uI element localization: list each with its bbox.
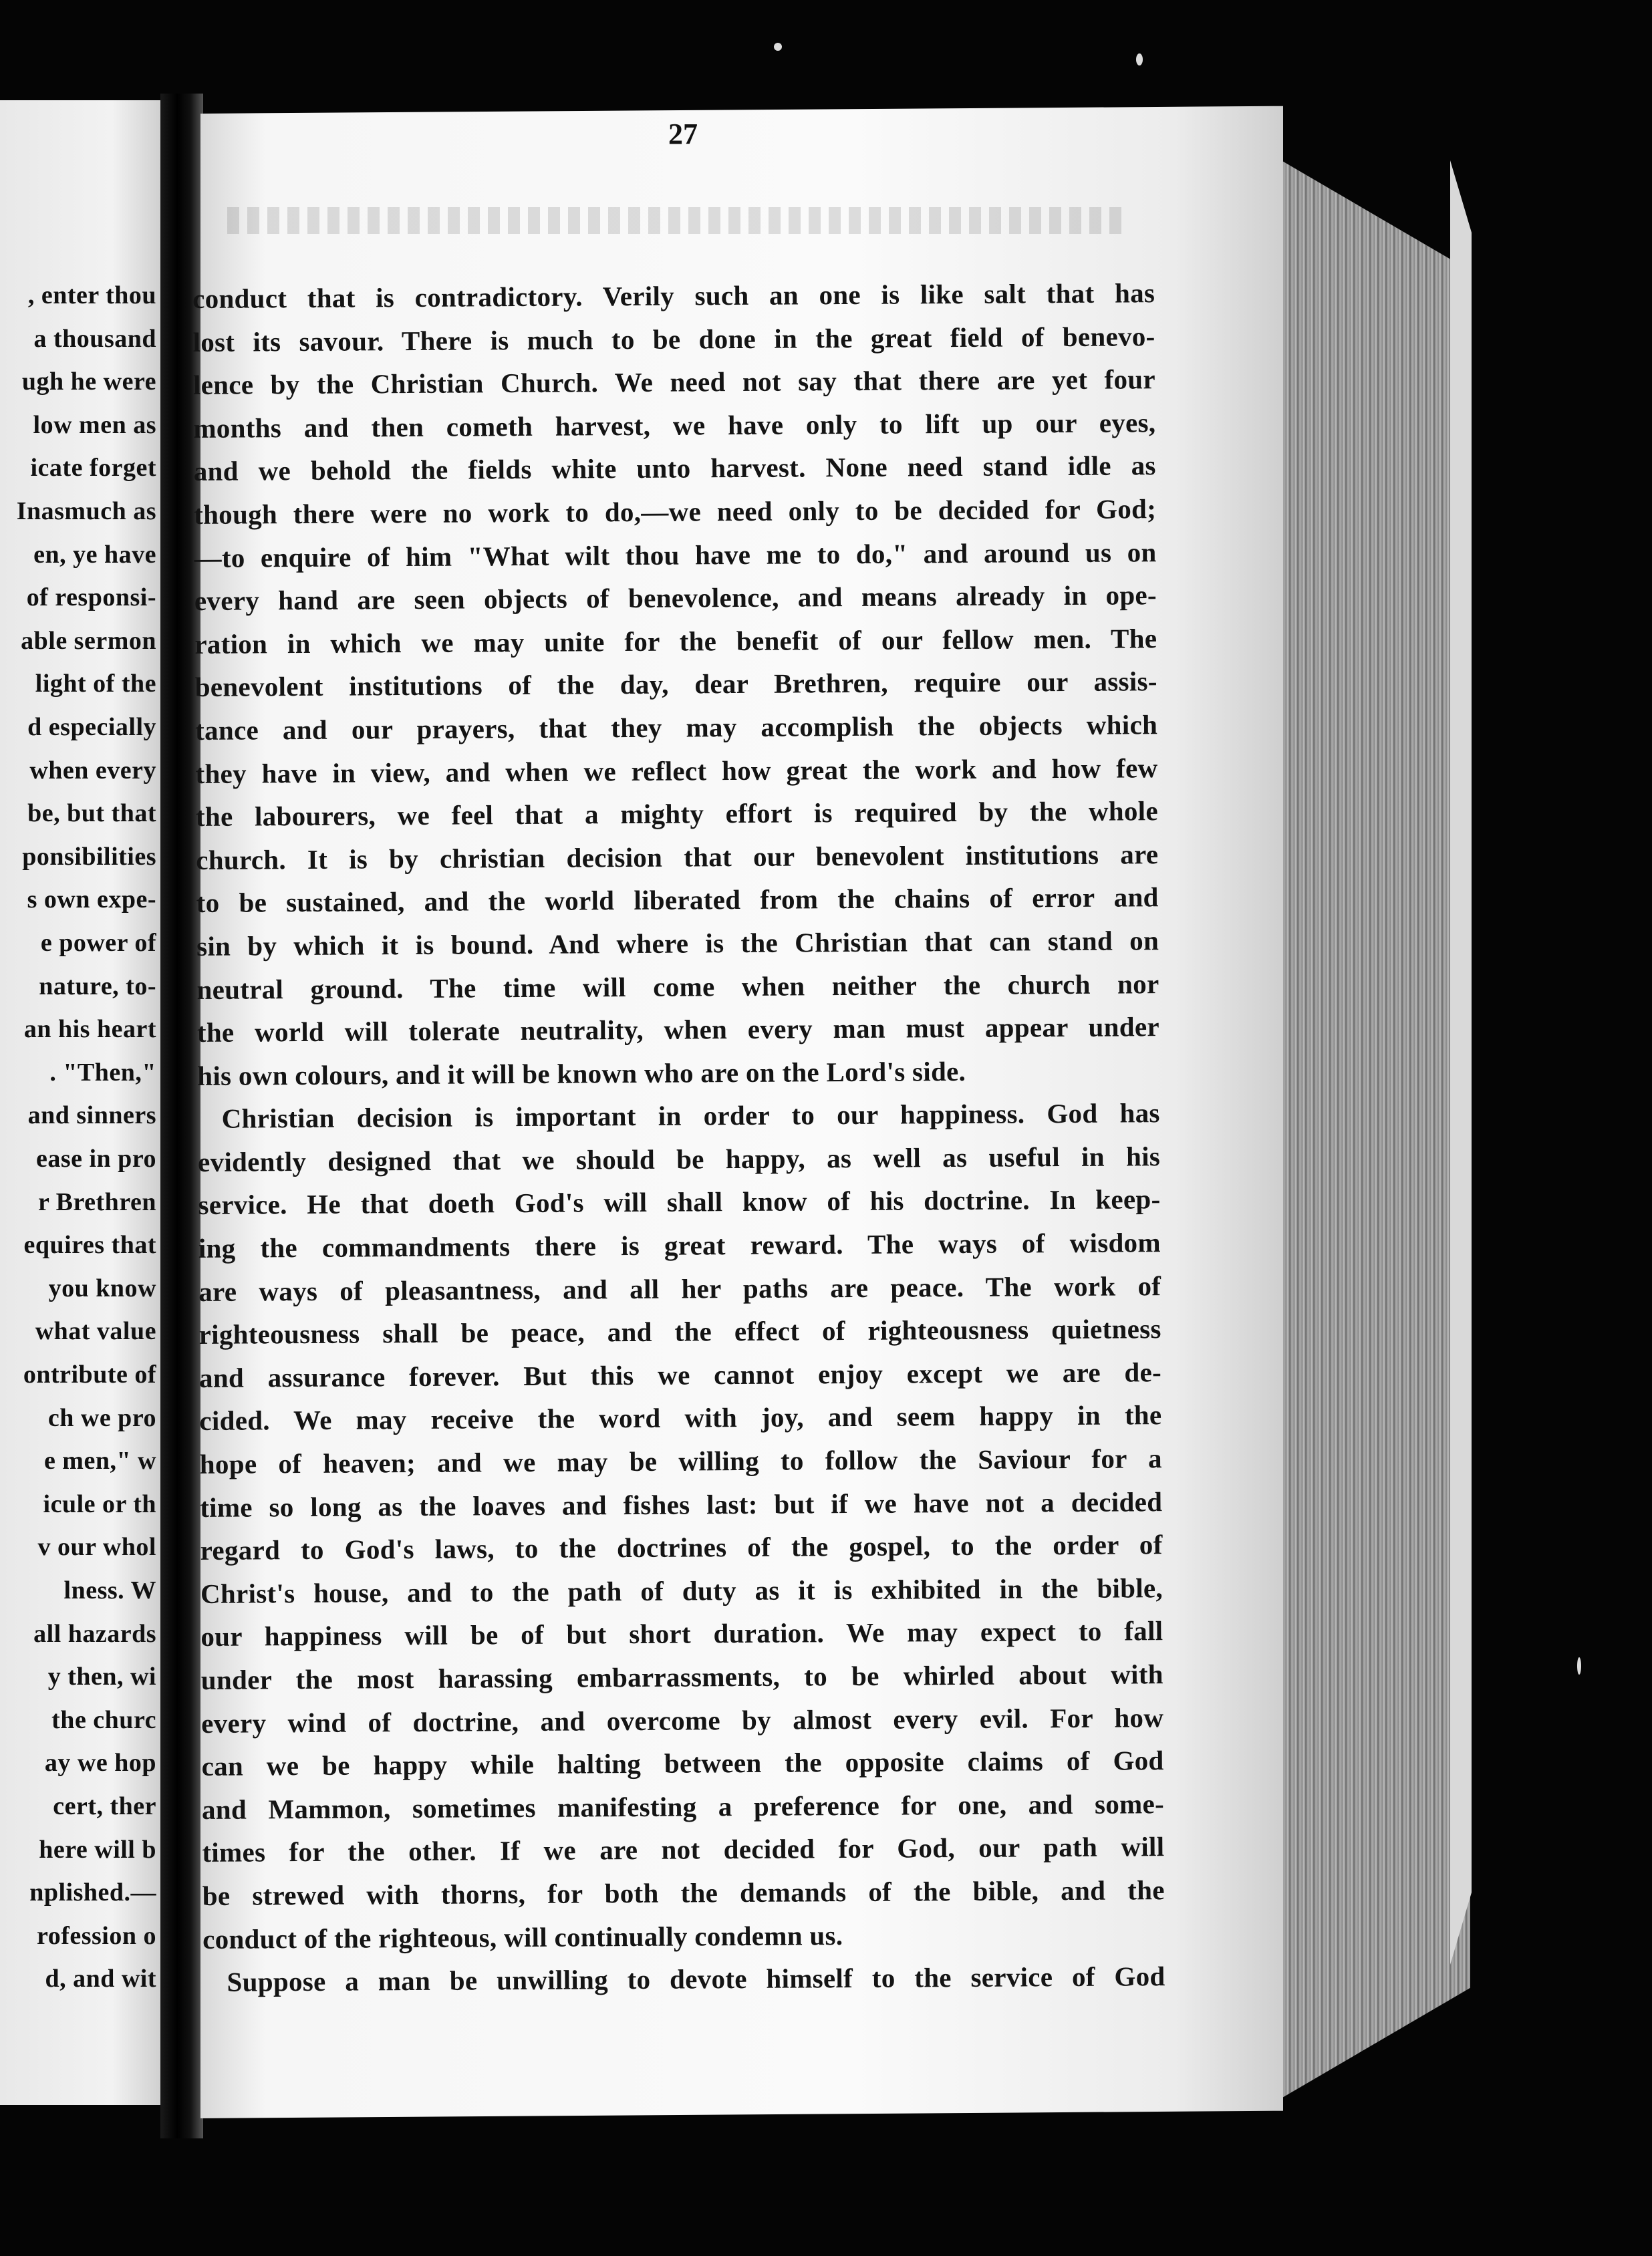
- left-page-line: you know: [48, 1274, 156, 1302]
- left-page-line: and sinners: [27, 1101, 156, 1130]
- left-page-line: . "Then,": [49, 1058, 156, 1087]
- left-page-line: e men," w: [43, 1447, 156, 1475]
- body-text-line: Christ's house, and to the path of duty as it is exhibited in the bible,: [200, 1572, 1163, 1609]
- body-text-line: they have in view, and when we reflect how great the work and how few: [195, 752, 1158, 789]
- left-page-line: lness. W: [63, 1576, 156, 1604]
- left-page-line: rofession o: [37, 1921, 156, 1950]
- body-text-line: the labourers, we feel that a mighty effort is required by the whole: [195, 795, 1159, 833]
- bleed-through-text: [227, 207, 1123, 234]
- body-text-line: ration in which we may unite for the benefit of our fellow men. The: [194, 622, 1157, 660]
- body-text-line: church. It is by christian decision that our benevolent institutions are: [196, 838, 1159, 875]
- page-number: 27: [668, 118, 698, 150]
- body-text-line: benevolent institutions of the day, dear Brethren, require our assis-: [194, 666, 1157, 703]
- left-page-line: nature, to-: [39, 972, 156, 1000]
- body-text-line: months and then cometh harvest, we have only to lift up our eyes,: [193, 406, 1156, 444]
- left-page-line: d especially: [27, 713, 156, 741]
- left-page-line: r Brethren: [37, 1187, 156, 1216]
- body-text-line: regard to God's laws, to the doctrines of the gospel, to the order of: [200, 1529, 1163, 1566]
- left-page-line: v our whol: [37, 1533, 156, 1562]
- book-cover-edge: [1450, 160, 1472, 1965]
- left-page-line: ugh he were: [21, 368, 156, 396]
- body-text-line: and we behold the fields white unto harvest. None need stand idle as: [193, 450, 1156, 487]
- left-page-line: y then, wi: [47, 1663, 156, 1691]
- body-text-line: our happiness will be of but short duration. We may expect to fall: [200, 1615, 1163, 1653]
- body-text-line: every wind of doctrine, and overcome by almost every evil. For how: [201, 1701, 1164, 1739]
- left-page-line: low men as: [33, 410, 156, 439]
- body-text-line: be strewed with thorns, for both the demands of the bible, and the: [202, 1874, 1165, 1911]
- body-text-line: conduct that is contradictory. Verily such an one is like salt that has: [192, 277, 1155, 314]
- body-text-line: neutral ground. The time will come when neither the church nor: [196, 968, 1159, 1005]
- body-text-line: evidently designed that we should be happy, as well as useful in his: [197, 1141, 1161, 1177]
- left-page-line: ontribute of: [23, 1361, 156, 1389]
- body-text-line: under the most harassing embarrassments, to be whirled about with: [200, 1659, 1163, 1695]
- body-text-line: his own colours, and it will be known who are on the Lord's side.: [197, 1055, 966, 1091]
- left-page-line: ch we pro: [47, 1403, 156, 1432]
- left-page-line: a thousand: [33, 324, 156, 353]
- page-edges: [1270, 154, 1470, 2105]
- dust-speck: [1577, 1657, 1581, 1675]
- left-page-line: all hazards: [33, 1619, 156, 1648]
- dust-speck: [774, 43, 782, 51]
- left-page-line: icate forget: [30, 454, 156, 482]
- body-text-line: sin by which it is bound. And where is the Christian that can stand on: [196, 925, 1159, 962]
- body-text-line: though there were no work to do,—we need only to be decided for God;: [194, 493, 1157, 530]
- body-text-line: the world will tolerate neutrality, when every man must appear under: [196, 1011, 1160, 1048]
- left-page-line: Inasmuch as: [16, 497, 156, 525]
- body-text-line: lost its savour. There is much to be done in the great field of benevo-: [192, 320, 1155, 358]
- left-page-line: ease in pro: [35, 1145, 156, 1173]
- body-text-line: and Mammon, sometimes manifesting a preference for one, and some-: [201, 1788, 1165, 1825]
- body-text-line: ing the commandments there is great reward. The ways of wisdom: [198, 1227, 1161, 1264]
- left-page-line: here will b: [39, 1835, 156, 1864]
- left-page-line: light of the: [35, 670, 156, 698]
- page-body-text: [192, 271, 1165, 2003]
- body-text-line: to be sustained, and the world liberated from the chains of error and: [196, 881, 1159, 919]
- left-page-line: s own expe-: [27, 885, 156, 914]
- body-text-line: Christian decision is important in order to our happiness. God has: [221, 1097, 1160, 1135]
- body-text-line: righteousness shall be peace, and the effect of righteousness quietness: [198, 1313, 1161, 1351]
- body-text-line: times for the other. If we are not decided for God, our path will: [202, 1831, 1165, 1868]
- left-page-line: , enter thou: [27, 281, 156, 309]
- left-page-line: d, and wit: [45, 1965, 156, 1993]
- left-page-line: able sermon: [21, 626, 156, 655]
- body-text-line: lence by the Christian Church. We need not say that there are yet four: [192, 364, 1156, 401]
- left-page-line: when every: [29, 756, 156, 785]
- left-page-line: be, but that: [27, 799, 156, 828]
- body-text-line: service. He that doeth God's will shall know of his doctrine. In keep-: [198, 1183, 1161, 1221]
- left-page-line: ay we hop: [44, 1749, 156, 1778]
- left-page-line: what value: [35, 1317, 156, 1346]
- body-text-line: every hand are seen objects of benevolence, and means already in ope-: [194, 579, 1157, 617]
- body-text-line: —to enquire of him "What wilt thou have me to do," and around us on: [194, 536, 1157, 573]
- body-text-line: conduct of the righteous, will continually condemn us.: [202, 1919, 843, 1955]
- left-page-line: equires that: [23, 1231, 156, 1260]
- left-page-line: en, ye have: [33, 540, 156, 569]
- left-page-line: ponsibilities: [22, 842, 156, 871]
- left-page-line: e power of: [40, 929, 156, 957]
- body-text-line: cided. We may receive the word with joy, and seem happy in the: [199, 1399, 1162, 1437]
- left-page-line: cert, ther: [53, 1792, 156, 1820]
- body-text-line: hope of heaven; and we may be willing to follow the Saviour for a: [199, 1443, 1162, 1479]
- left-page-line: an his heart: [23, 1015, 156, 1044]
- dust-speck: [1136, 53, 1143, 65]
- body-text-line: tance and our prayers, that they may accomplish the objects which: [195, 709, 1158, 746]
- left-page: [0, 100, 160, 2105]
- body-text-line: and assurance forever. But this we cannot enjoy except we are de-: [198, 1357, 1162, 1393]
- body-text-line: are ways of pleasantness, and all her paths are peace. The work of: [198, 1270, 1161, 1307]
- left-page-line: nplished.—: [29, 1878, 156, 1907]
- left-page-line: icule or th: [43, 1490, 156, 1518]
- body-text-line: can we be happy while halting between the opposite claims of God: [201, 1745, 1164, 1782]
- left-page-line: of responsi-: [26, 583, 156, 612]
- left-page-line: the churc: [51, 1705, 156, 1734]
- body-text-line: Suppose a man be unwilling to devote himself to the service of God: [227, 1961, 1165, 1997]
- body-text-line: time so long as the loaves and fishes last: but if we have not a decided: [200, 1486, 1163, 1523]
